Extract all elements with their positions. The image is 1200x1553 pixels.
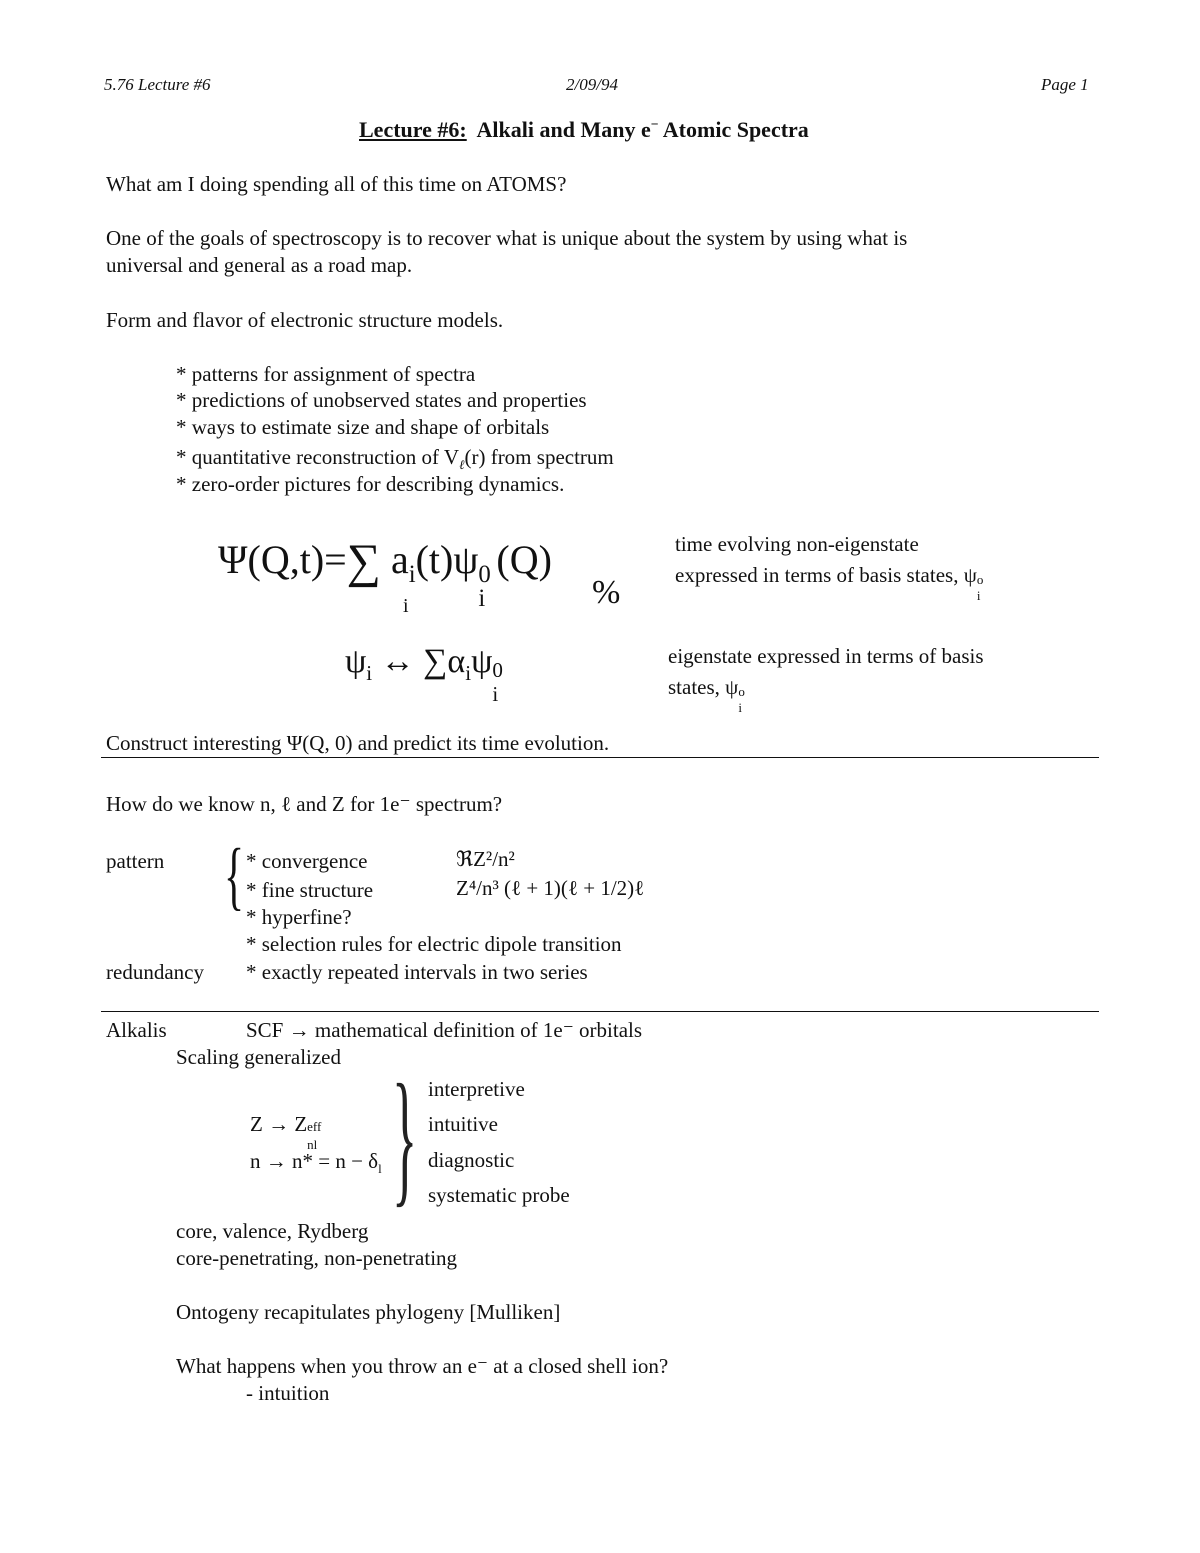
redundancy-label: redundancy <box>106 960 204 984</box>
n-scaling-sub: l <box>378 1161 382 1177</box>
bullet-patterns: * patterns for assignment of spectra <box>176 362 476 386</box>
eq2-note-line1: eigenstate expressed in terms of basis <box>668 644 984 668</box>
alkalis-label: Alkalis <box>106 1018 167 1042</box>
scaling-brace: } <box>392 1054 418 1220</box>
scaling-generalized: Scaling generalized <box>176 1045 342 1069</box>
divider-2 <box>101 1011 1099 1012</box>
pattern-convergence: * convergence <box>246 849 368 873</box>
n-scaling-text: n → n* = n − δ <box>250 1149 379 1173</box>
title-prefix: Lecture #6: <box>359 117 467 142</box>
equation-eigenstate: $\psi_i$ ↔ $\sum\alpha_i\psi$ 0 i <box>345 643 503 706</box>
pattern-label: pattern <box>106 849 165 873</box>
eq1-note2-text: expressed in terms of basis states, ψ <box>675 563 977 587</box>
question-closed-shell: What happens when you throw an e⁻ at a closed shell ion? <box>176 1354 669 1378</box>
paragraph-goals-line1: One of the goals of spectroscopy is to recover what is unique about the system by using what is <box>106 226 908 250</box>
title-main: Alkali and Many e <box>476 117 651 142</box>
eq1-t: (t)ψ <box>415 537 479 582</box>
header-date: 2/09/94 <box>566 75 618 94</box>
eq2-lhs-sub: i <box>366 660 373 685</box>
eq2-psi: ψ <box>471 643 493 680</box>
eq2-lhs: ψ <box>345 643 367 680</box>
bullet-predictions: * predictions of unobserved states and properties <box>176 388 587 412</box>
eq1-index: i <box>403 595 409 617</box>
eq2-note-line2: states, ψ o i <box>668 675 745 715</box>
bullet-reconstruction-sub: ℓ <box>459 457 465 473</box>
term-diagnostic: diagnostic <box>428 1148 515 1172</box>
title-super: − <box>650 116 659 132</box>
pattern-convergence-formula: ℜZ²/n² <box>456 847 515 871</box>
bullet-orbitals: * ways to estimate size and shape of orbitals <box>176 415 550 439</box>
bullet-reconstruction <box>176 445 614 473</box>
eq1-note-line2: expressed in terms of basis states, ψ o i <box>675 563 984 603</box>
eq2-note2-text: states, ψ <box>668 675 739 699</box>
pattern-selection-rules: * selection rules for electric dipole transition <box>246 932 622 956</box>
pattern-fine-structure-formula: Z⁴/n³ (ℓ + 1)(ℓ + 1/2)ℓ <box>456 876 645 900</box>
alkalis-scf: SCF → mathematical definition of 1e⁻ orbitals <box>246 1018 643 1042</box>
paragraph-goals-line2: universal and general as a road map. <box>106 253 413 277</box>
paragraph-form: Form and flavor of electronic structure models. <box>106 308 504 332</box>
eq1-lhs: Ψ(Q,t)= <box>218 537 347 582</box>
eq2-alpha-sub: i <box>465 660 472 685</box>
core-penetrating: core-penetrating, non-penetrating <box>176 1246 458 1270</box>
question-one-electron: How do we know n, ℓ and Z for 1e⁻ spectrum? <box>106 792 503 816</box>
eq1-tilde-mark: % <box>592 574 621 611</box>
n-scaling <box>250 1149 382 1177</box>
page-title <box>359 116 809 142</box>
eq1-a-sub: i <box>408 561 416 588</box>
divider-1 <box>101 757 1099 758</box>
eq1-a: a <box>390 537 409 582</box>
intuition: - intuition <box>246 1381 330 1405</box>
eq1-sum: ∑ <box>346 535 381 588</box>
eq1-note-line1: time evolving non-eigenstate <box>675 532 919 556</box>
construct-line: Construct interesting Ψ(Q, 0) and predict its time evolution. <box>106 731 610 755</box>
term-intuitive: intuitive <box>428 1112 498 1136</box>
title-suffix: Atomic Spectra <box>658 117 809 142</box>
z-scaling: Z → Z eff nl <box>250 1112 322 1152</box>
core-valence-rydberg: core, valence, Rydberg <box>176 1219 369 1243</box>
bullet-reconstruction-post: (r) from spectrum <box>464 445 614 469</box>
header-course: 5.76 Lecture #6 <box>104 75 211 94</box>
equation-wavefunction: Ψ(Q,t)=∑ $a_i(t)\psi$ 0 i (Q) <box>218 535 552 612</box>
pattern-hyperfine: * hyperfine? <box>246 905 352 929</box>
eq2-sum: ∑α <box>423 643 466 680</box>
term-systematic-probe: systematic probe <box>428 1183 570 1207</box>
term-interpretive: interpretive <box>428 1077 525 1101</box>
question-atoms: What am I doing spending all of this time on ATOMS? <box>106 172 567 196</box>
ontogeny: Ontogeny recapitulates phylogeny [Mulliken] <box>176 1300 561 1324</box>
pattern-fine-structure: * fine structure <box>246 878 374 902</box>
bullet-dynamics: * zero-order pictures for describing dynamics. <box>176 472 565 496</box>
redundancy-text: * exactly repeated intervals in two series <box>246 960 588 984</box>
header-page: Page 1 <box>1041 75 1089 94</box>
eq2-arrow: ↔ <box>372 643 424 680</box>
eq1-arg: (Q) <box>496 537 552 582</box>
bullet-reconstruction-pre: * quantitative reconstruction of V <box>176 445 460 469</box>
pattern-brace: { <box>224 834 245 918</box>
z-scaling-text: Z → Z <box>250 1112 308 1136</box>
